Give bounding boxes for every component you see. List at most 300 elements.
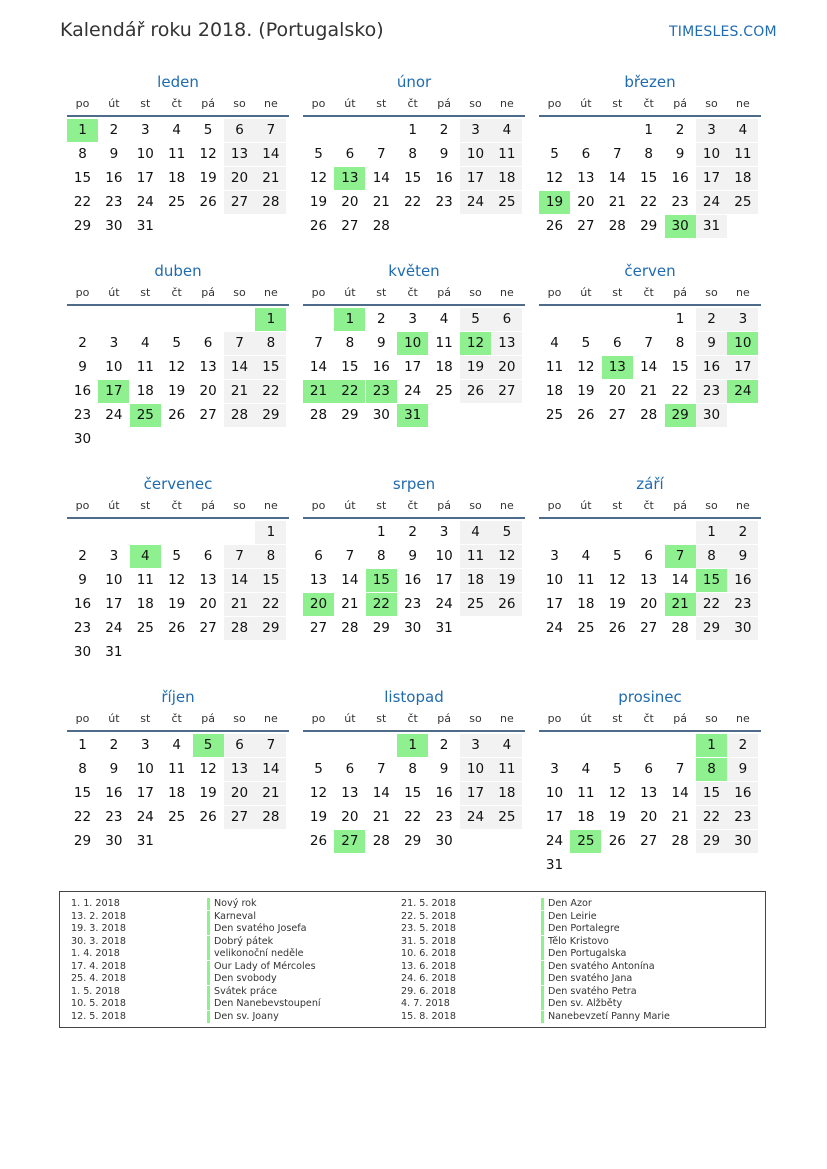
weekday-label: ne	[500, 286, 514, 299]
month-name: leden	[157, 73, 199, 91]
legend-holiday-name: Den sv. Alžběty	[541, 998, 622, 1010]
day-cell: 26	[608, 620, 626, 636]
day-cell: 11	[460, 545, 491, 568]
day-cell: 13	[224, 758, 255, 781]
day-cell: 2	[439, 122, 449, 138]
weekday-label: út	[344, 499, 356, 512]
day-cell: 12	[199, 761, 217, 777]
day-cell: 6	[644, 548, 653, 564]
day-cell: 27	[224, 191, 255, 214]
legend-date: 30. 3. 2018	[71, 935, 126, 947]
weekday-label: út	[580, 97, 592, 110]
holiday-day: 29	[665, 404, 696, 427]
day-cell: 13	[640, 572, 658, 588]
day-cell: 9	[78, 359, 87, 375]
weekday-label: so	[469, 499, 482, 512]
day-cell: 13	[224, 143, 255, 166]
holiday-day: 12	[460, 332, 491, 355]
day-cell: 23	[105, 809, 123, 825]
day-cell: 23	[73, 620, 92, 636]
weekday-label: čt	[407, 97, 418, 110]
day-cell: 16	[372, 359, 390, 375]
weekday-label: út	[580, 499, 592, 512]
day-cell: 3	[460, 119, 491, 142]
day-cell: 27	[640, 833, 658, 849]
weekday-label: út	[108, 712, 120, 725]
legend-date: 29. 6. 2018	[401, 985, 456, 997]
weekday-label: pá	[437, 712, 451, 725]
header-divider	[67, 517, 289, 519]
day-cell: 20	[640, 809, 658, 825]
day-cell: 24	[460, 191, 491, 214]
holiday-day: 1	[696, 734, 727, 757]
day-cell: 8	[408, 146, 417, 162]
day-grid	[67, 308, 289, 452]
day-cell: 26	[460, 380, 491, 403]
day-cell: 14	[671, 785, 689, 801]
legend-date: 17. 4. 2018	[71, 960, 126, 972]
weekday-label: so	[233, 97, 246, 110]
day-cell: 4	[727, 119, 758, 142]
day-cell: 29	[73, 218, 92, 234]
day-cell: 26	[168, 620, 186, 636]
day-cell: 27	[491, 380, 522, 403]
day-cell: 8	[675, 335, 685, 351]
weekday-label: pá	[437, 97, 451, 110]
day-cell: 29	[696, 617, 727, 640]
day-cell: 22	[73, 194, 92, 210]
day-cell: 11	[491, 758, 522, 781]
legend-date: 21. 5. 2018	[401, 898, 456, 909]
day-cell: 12	[491, 545, 522, 568]
weekday-label: po	[547, 286, 562, 299]
weekday-label: st	[140, 97, 151, 110]
day-cell: 25	[136, 620, 154, 636]
holiday-day: 27	[334, 830, 365, 853]
day-cell: 25	[435, 383, 453, 399]
day-cell: 17	[460, 782, 491, 805]
weekday-label: so	[469, 286, 482, 299]
day-cell: 4	[141, 335, 150, 351]
day-cell: 3	[439, 524, 449, 540]
day-cell: 10	[105, 572, 123, 588]
day-cell: 14	[372, 170, 390, 186]
legend-holiday-name: Den svobody	[207, 973, 277, 985]
day-cell: 8	[78, 146, 87, 162]
day-cell: 31	[545, 857, 564, 873]
holiday-day: 1	[397, 734, 428, 757]
weekday-label: čt	[171, 499, 182, 512]
day-cell: 4	[581, 548, 591, 564]
day-cell: 3	[550, 548, 559, 564]
site-link[interactable]: TIMESLES.COM	[669, 24, 777, 40]
day-cell: 14	[255, 758, 286, 781]
day-cell: 27	[640, 620, 658, 636]
day-cell: 24	[545, 620, 564, 636]
weekday-header	[539, 712, 761, 730]
weekday-label: út	[108, 97, 120, 110]
weekday-label: pá	[673, 286, 687, 299]
legend-holiday-name: Den Portugalska	[541, 948, 626, 960]
day-cell: 21	[255, 167, 286, 190]
day-cell: 23	[73, 407, 92, 423]
day-cell: 29	[341, 407, 359, 423]
weekday-label: ne	[500, 499, 514, 512]
weekday-label: po	[547, 499, 562, 512]
weekday-label: po	[547, 712, 562, 725]
legend-holiday-name: Nový rok	[207, 898, 257, 910]
day-cell: 23	[435, 194, 453, 210]
day-cell: 21	[341, 596, 359, 612]
day-cell: 20	[224, 167, 255, 190]
weekday-label: so	[705, 286, 718, 299]
day-cell: 20	[199, 596, 217, 612]
weekday-label: út	[108, 499, 120, 512]
weekday-label: út	[580, 712, 592, 725]
day-cell: 26	[168, 407, 186, 423]
day-cell: 5	[491, 521, 522, 544]
legend-holiday-name: Den svatého Petra	[541, 986, 637, 998]
day-cell: 7	[377, 146, 386, 162]
day-cell: 31	[136, 218, 154, 234]
day-cell: 20	[199, 383, 217, 399]
day-cell: 27	[577, 218, 595, 234]
day-cell: 17	[727, 356, 758, 379]
day-cell: 3	[727, 308, 758, 331]
day-cell: 28	[255, 191, 286, 214]
day-cell: 7	[224, 332, 255, 355]
day-cell: 1	[696, 521, 727, 544]
holiday-day: 20	[303, 593, 334, 616]
day-cell: 3	[460, 734, 491, 757]
weekday-label: st	[612, 286, 623, 299]
legend-holiday-name: Den svatého Jana	[541, 973, 632, 985]
weekday-label: pá	[201, 286, 215, 299]
weekday-label: čt	[407, 712, 418, 725]
day-cell: 25	[545, 407, 564, 423]
day-cell: 15	[671, 359, 689, 375]
day-cell: 18	[168, 170, 186, 186]
day-cell: 15	[640, 170, 658, 186]
day-cell: 10	[136, 761, 154, 777]
day-cell: 2	[78, 548, 87, 564]
day-cell: 10	[545, 785, 564, 801]
day-cell: 23	[105, 194, 123, 210]
day-cell: 29	[404, 833, 422, 849]
day-cell: 19	[309, 809, 328, 825]
day-cell: 18	[136, 383, 154, 399]
day-cell: 19	[491, 569, 522, 592]
day-cell: 9	[696, 332, 727, 355]
day-cell: 11	[435, 335, 453, 351]
day-cell: 5	[314, 761, 323, 777]
weekday-label: ne	[736, 97, 750, 110]
day-grid	[67, 521, 289, 665]
day-cell: 5	[613, 761, 622, 777]
day-cell: 1	[408, 122, 417, 138]
day-cell: 14	[255, 143, 286, 166]
holiday-day: 10	[727, 332, 758, 355]
day-cell: 27	[608, 407, 626, 423]
weekday-header	[539, 499, 761, 517]
legend-date: 13. 2. 2018	[71, 910, 126, 922]
day-cell: 22	[255, 380, 286, 403]
day-cell: 14	[224, 569, 255, 592]
day-cell: 16	[671, 170, 689, 186]
day-cell: 18	[460, 569, 491, 592]
legend-holiday-name: Den svatého Josefa	[207, 923, 307, 935]
day-cell: 25	[460, 593, 491, 616]
day-cell: 12	[309, 170, 328, 186]
day-cell: 12	[608, 785, 626, 801]
day-cell: 28	[255, 806, 286, 829]
day-cell: 21	[224, 380, 255, 403]
day-cell: 18	[577, 596, 595, 612]
legend-date: 1. 4. 2018	[71, 948, 120, 959]
day-cell: 21	[372, 809, 390, 825]
day-cell: 21	[608, 194, 626, 210]
legend-holiday-name: Den Nanebevstoupení	[207, 998, 321, 1010]
day-cell: 26	[577, 407, 595, 423]
weekday-label: ne	[264, 286, 278, 299]
day-cell: 4	[439, 311, 449, 327]
day-grid	[67, 119, 289, 263]
weekday-label: čt	[643, 499, 654, 512]
legend-date: 1. 5. 2018	[71, 985, 120, 997]
day-cell: 1	[78, 737, 87, 753]
weekday-header	[303, 712, 525, 730]
day-cell: 12	[608, 572, 626, 588]
day-cell: 10	[460, 143, 491, 166]
day-cell: 28	[608, 218, 626, 234]
day-cell: 19	[608, 596, 626, 612]
day-cell: 9	[109, 761, 119, 777]
day-cell: 6	[314, 548, 323, 564]
header-divider	[303, 730, 525, 732]
weekday-label: po	[75, 286, 90, 299]
day-cell: 18	[545, 383, 564, 399]
day-cell: 25	[168, 809, 186, 825]
day-cell: 15	[696, 782, 727, 805]
day-cell: 20	[577, 194, 595, 210]
page-title: Kalendář roku 2018. (Portugalsko)	[60, 19, 384, 41]
day-grid	[303, 119, 525, 263]
weekday-label: čt	[171, 97, 182, 110]
day-cell: 8	[345, 335, 355, 351]
day-cell: 3	[109, 548, 119, 564]
day-cell: 1	[255, 521, 286, 544]
day-cell: 14	[309, 359, 328, 375]
weekday-header	[67, 499, 289, 517]
weekday-label: st	[612, 97, 623, 110]
day-cell: 26	[545, 218, 564, 234]
day-cell: 19	[199, 170, 217, 186]
weekday-label: čt	[643, 97, 654, 110]
day-cell: 22	[73, 809, 92, 825]
day-cell: 17	[545, 809, 564, 825]
weekday-label: so	[233, 712, 246, 725]
day-cell: 23	[727, 806, 758, 829]
day-cell: 23	[671, 194, 689, 210]
holiday-day: 7	[665, 545, 696, 568]
day-cell: 11	[168, 761, 186, 777]
header-divider	[539, 115, 761, 117]
day-cell: 30	[404, 620, 422, 636]
day-cell: 13	[199, 572, 217, 588]
legend-date: 10. 6. 2018	[401, 948, 456, 959]
day-cell: 26	[309, 833, 328, 849]
day-cell: 4	[172, 737, 181, 753]
weekday-label: út	[344, 97, 356, 110]
day-cell: 7	[377, 761, 386, 777]
legend-holiday-name: Karneval	[207, 911, 256, 923]
day-cell: 9	[675, 146, 685, 162]
day-cell: 25	[491, 191, 522, 214]
holiday-day: 25	[570, 830, 601, 853]
legend-holiday-name: Den Leirie	[541, 911, 597, 923]
day-grid	[303, 734, 525, 878]
weekday-label: út	[344, 712, 356, 725]
day-cell: 12	[577, 359, 595, 375]
day-cell: 11	[577, 785, 595, 801]
day-cell: 16	[105, 785, 123, 801]
day-cell: 25	[168, 194, 186, 210]
day-cell: 31	[136, 833, 154, 849]
weekday-label: pá	[673, 97, 687, 110]
day-cell: 30	[727, 617, 758, 640]
weekday-label: ne	[264, 97, 278, 110]
day-cell: 26	[199, 809, 217, 825]
weekday-label: po	[75, 712, 90, 725]
day-cell: 2	[109, 737, 119, 753]
day-cell: 27	[224, 806, 255, 829]
weekday-label: čt	[643, 712, 654, 725]
day-cell: 16	[696, 356, 727, 379]
holiday-day: 15	[366, 569, 397, 592]
day-cell: 15	[255, 569, 286, 592]
day-cell: 9	[439, 761, 449, 777]
holiday-day: 31	[397, 404, 428, 427]
day-cell: 2	[696, 308, 727, 331]
header-divider	[67, 115, 289, 117]
day-cell: 21	[640, 383, 658, 399]
holiday-day: 17	[98, 380, 129, 403]
legend-holiday-name: Den Portalegre	[541, 923, 620, 935]
weekday-label: út	[580, 286, 592, 299]
day-grid	[539, 734, 761, 878]
day-cell: 17	[404, 359, 422, 375]
day-cell: 14	[341, 572, 359, 588]
day-cell: 7	[345, 548, 355, 564]
legend-date: 31. 5. 2018	[401, 935, 456, 947]
day-cell: 21	[224, 593, 255, 616]
day-cell: 18	[577, 809, 595, 825]
day-cell: 30	[696, 404, 727, 427]
holiday-day: 30	[665, 215, 696, 238]
month-name: květen	[388, 262, 440, 280]
holiday-day: 8	[696, 758, 727, 781]
day-cell: 12	[168, 359, 186, 375]
day-cell: 24	[105, 407, 123, 423]
day-cell: 15	[73, 785, 92, 801]
weekday-label: po	[75, 499, 90, 512]
day-cell: 25	[491, 806, 522, 829]
day-cell: 17	[136, 170, 154, 186]
header-divider	[67, 304, 289, 306]
day-cell: 8	[78, 761, 87, 777]
day-grid	[303, 308, 525, 452]
day-cell: 30	[105, 218, 123, 234]
weekday-label: po	[311, 97, 326, 110]
weekday-label: čt	[171, 712, 182, 725]
day-cell: 19	[460, 356, 491, 379]
weekday-label: st	[140, 286, 151, 299]
legend-date: 12. 5. 2018	[71, 1010, 126, 1022]
day-cell: 24	[460, 806, 491, 829]
day-cell: 11	[545, 359, 564, 375]
day-cell: 27	[341, 218, 359, 234]
day-cell: 6	[345, 761, 355, 777]
holiday-day: 21	[303, 380, 334, 403]
day-grid	[539, 308, 761, 452]
day-grid	[67, 734, 289, 878]
day-cell: 2	[78, 335, 87, 351]
day-cell: 3	[141, 122, 150, 138]
weekday-header	[67, 286, 289, 304]
holiday-day: 1	[334, 308, 365, 331]
legend-holiday-name: Tělo Kristovo	[541, 936, 609, 948]
day-cell: 7	[613, 146, 622, 162]
holiday-day: 19	[539, 191, 570, 214]
day-cell: 26	[309, 218, 328, 234]
month-name: červen	[624, 262, 676, 280]
day-cell: 27	[309, 620, 328, 636]
day-cell: 16	[105, 170, 123, 186]
legend-date: 15. 8. 2018	[401, 1010, 456, 1022]
day-cell: 6	[224, 734, 255, 757]
header-divider	[67, 730, 289, 732]
day-cell: 12	[199, 146, 217, 162]
day-cell: 13	[309, 572, 328, 588]
holiday-day: 5	[193, 734, 224, 757]
day-cell: 9	[109, 146, 119, 162]
weekday-header	[303, 499, 525, 517]
day-cell: 5	[581, 335, 591, 351]
day-cell: 3	[550, 761, 559, 777]
weekday-label: ne	[736, 499, 750, 512]
day-cell: 8	[255, 332, 286, 355]
legend-date: 13. 6. 2018	[401, 960, 456, 972]
weekday-label: pá	[673, 499, 687, 512]
day-cell: 1	[644, 122, 653, 138]
weekday-label: so	[705, 499, 718, 512]
day-cell: 25	[727, 191, 758, 214]
day-cell: 4	[581, 761, 591, 777]
month-name: duben	[154, 262, 202, 280]
weekday-label: út	[108, 286, 120, 299]
holiday-day: 4	[130, 545, 161, 568]
day-cell: 27	[199, 620, 217, 636]
day-cell: 26	[491, 593, 522, 616]
legend-holiday-name: Dobrý pátek	[207, 936, 273, 948]
day-cell: 15	[404, 785, 422, 801]
day-cell: 29	[696, 830, 727, 853]
day-cell: 5	[314, 146, 323, 162]
day-cell: 9	[78, 572, 87, 588]
day-cell: 29	[255, 404, 286, 427]
day-cell: 11	[136, 572, 154, 588]
weekday-label: čt	[643, 286, 654, 299]
